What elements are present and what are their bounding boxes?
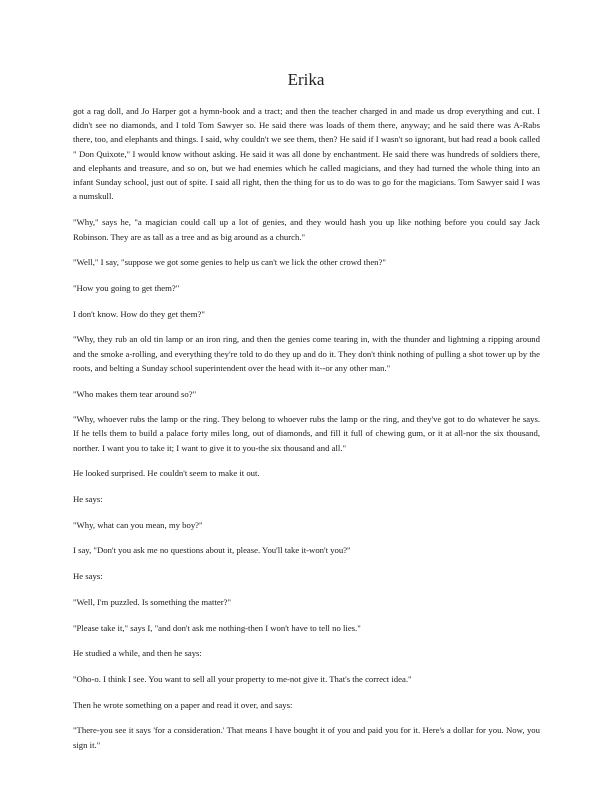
paragraph-5: I don't know. How do they get them?" (73, 308, 205, 319)
paragraph-8: "Why, whoever rubs the lamp or the ring. They belong to whoever rubs the lamp or the ring, and they've got to do whatever he says. If he tells them to build a palace forty miles long, out of diamonds, and fill it full of chewing gum, or it at all-nor the six thousand, norther. I want you to take it; I want to give it to you-the six thousand and all." (73, 414, 540, 453)
paragraph-2: "Why," says he, "a magician could call up a lot of genies, and they would hash you up like nothing before you could say Jack Robinson. They are as tall as a tree and as big around as a church." (73, 217, 540, 242)
paragraph-4: "How you going to get them?" (73, 283, 180, 294)
paragraph-6: "Why, they rub an old tin lamp or an iron ring, and then the genies come tearing in, with the thunder and lightning a ripping around and the smoke a-rolling, and everything they're told to do they up and do it. They don't think nothing of pulling a shot tower up by the roots, and belting a Sunday school superintendent over the head with it--or any other man." (73, 334, 540, 373)
paragraph-14: "Well, I'm puzzled. Is something the matter?" (73, 596, 232, 607)
paragraph-9: He looked surprised. He couldn't seem to make it out. (73, 468, 260, 479)
paragraph-16: He studied a while, and then he says: (73, 648, 202, 659)
paragraph-12: I say, "Don't you ask me no questions about it, please. You'll take it-won't you?" (73, 545, 351, 556)
paragraph-15: "Please take it," says I, "and don't ask me nothing-then I won't have to tell no lies." (73, 622, 361, 633)
page-title: Erika (287, 70, 325, 89)
paragraph-7: "Who makes them tear around so?" (73, 388, 197, 399)
paragraph-19: "There-you see it says 'for a consideration.' That means I have bought it of you and paid you for it. Here's a dollar for you. Now, you sign it." (73, 725, 540, 750)
paragraph-11: "Why, what can you mean, my boy?" (73, 519, 203, 530)
paragraph-3: "Well," I say, "suppose we got some genies to help us can't we lick the other crowd then?" (73, 257, 386, 268)
body-text (73, 104, 540, 763)
paragraph-13: He says: (73, 571, 103, 582)
paragraph-18: Then he wrote something on a paper and read it over, and says: (73, 699, 293, 710)
paragraph-17: "Oho-o. I think I see. You want to sell all your property to me-not give it. That's the correct idea." (73, 673, 412, 684)
paragraph-10: He says: (73, 494, 103, 505)
paragraph-1: got a rag doll, and Jo Harper got a hymn-book and a tract; and then the teacher charged in and made us drop everything and cut. I didn't see no diamonds, and I told Tom Sawyer so. He said there was loads of them there, anyway; and he said there was A-Rabs there, too, and elephants and things. I said, why couldn't we see them, then? He said if I wasn't so ignorant, but had read a book called " Don Quixote," I would know without asking. He said it was all done by enchantment. He said there was hundreds of soldiers there, and elephants and treasure, and so on, but we had enemies which he called magicians, and they had turned the whole thing into an infant Sunday school, just out of spite. I said all right, then the thing for us to do was to go for the magicians. Tom Sawyer said I was a numskull. (73, 106, 540, 202)
